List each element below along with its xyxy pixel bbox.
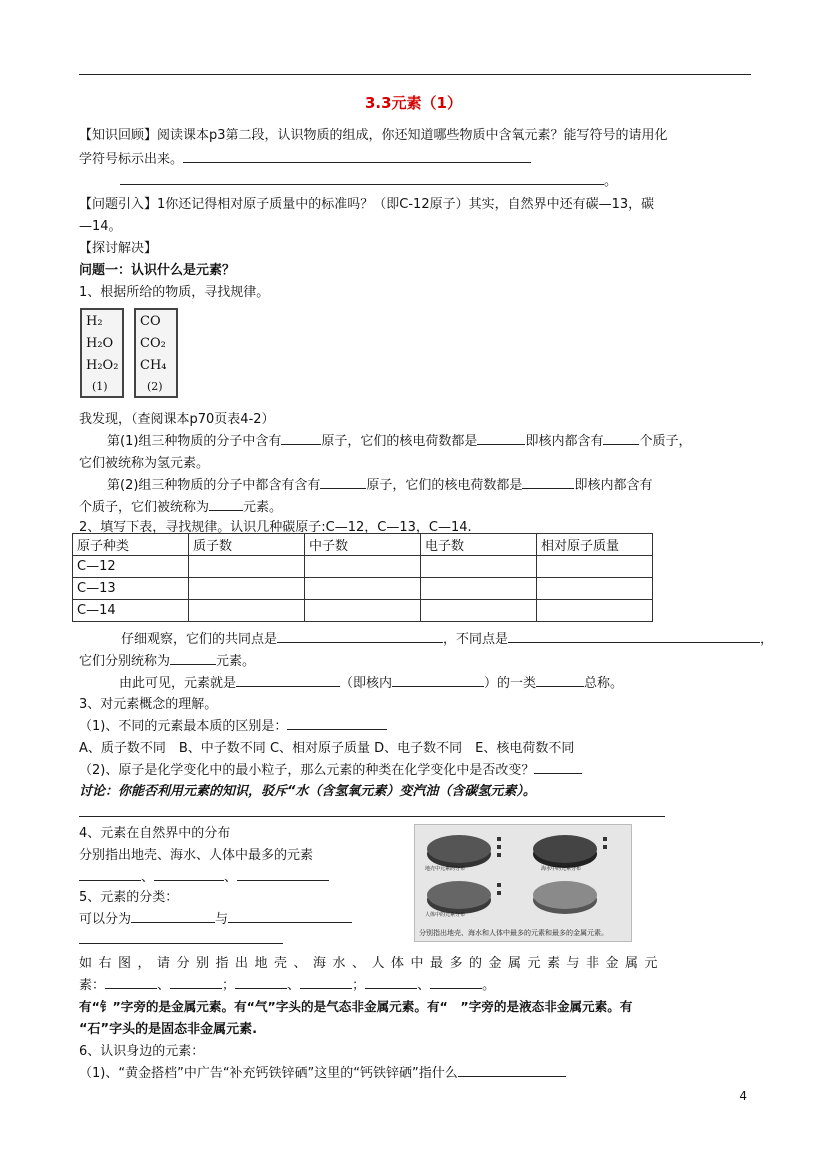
discover-line: 我发现，（查阅课本p70页表4-2） bbox=[79, 412, 275, 427]
figure-caption: 分别指出地壳、海水和人体中最多的元素和最多的金属元素。 bbox=[419, 929, 608, 937]
legend-swatch bbox=[497, 883, 501, 887]
group-2-text-d: 个质子，它们被统称为 bbox=[79, 500, 210, 515]
blank[interactable] bbox=[183, 149, 531, 163]
blank[interactable] bbox=[209, 497, 243, 511]
answer-rule[interactable] bbox=[79, 943, 283, 944]
intro-line-1 bbox=[79, 193, 654, 212]
separator: ； bbox=[222, 978, 236, 993]
table-cell: C—13 bbox=[73, 578, 189, 600]
classify-text: 可以分为 bbox=[79, 912, 132, 927]
blank[interactable] bbox=[237, 867, 329, 881]
element-distribution-figure bbox=[414, 824, 632, 942]
blank[interactable] bbox=[281, 431, 321, 445]
blank[interactable] bbox=[477, 431, 525, 445]
define-text-b: （即核内 bbox=[340, 676, 393, 691]
extra-pie bbox=[533, 881, 597, 909]
blank[interactable] bbox=[170, 975, 222, 989]
separator: 、 bbox=[224, 870, 238, 885]
blank[interactable] bbox=[236, 673, 340, 687]
page-number: 4 bbox=[739, 1089, 747, 1103]
period: 。 bbox=[604, 174, 618, 189]
group-2-text-c: 即核内都含有 bbox=[574, 478, 653, 493]
header-rule bbox=[79, 74, 751, 75]
table-row bbox=[73, 600, 653, 622]
table-header-cell: 相对原子质量 bbox=[537, 534, 653, 556]
naming-rule-line-1: 有“钅”字旁的是金属元素。有“气”字头的是气态非金属元素。有“ ”字旁的是液态非金属元素。有 bbox=[79, 999, 633, 1014]
legend-swatch bbox=[603, 837, 607, 841]
metal-text: 素： bbox=[79, 978, 106, 993]
table-cell[interactable] bbox=[537, 578, 653, 600]
legend-swatch bbox=[603, 845, 607, 849]
step-2-title: 2、填写下表，寻找规律。认识几种碳原子:C—12，C—13，C—14. bbox=[79, 520, 472, 535]
seawater-pie-label: 海水中的元素分布 bbox=[541, 866, 582, 872]
blank[interactable] bbox=[522, 475, 574, 489]
period: 。 bbox=[482, 978, 496, 993]
blank[interactable] bbox=[300, 975, 352, 989]
table-cell[interactable] bbox=[189, 600, 305, 622]
step-1-title: 1、根据所给的物质，寻找规律。 bbox=[79, 285, 270, 300]
observe-text-c: ， bbox=[760, 632, 774, 647]
table-cell[interactable] bbox=[421, 578, 537, 600]
observe-text-d: 它们分别统称为 bbox=[79, 654, 171, 669]
naming-rule-line-2: “石”字头的是固态非金属元素. bbox=[79, 1022, 258, 1037]
blank[interactable] bbox=[154, 867, 224, 881]
blank[interactable] bbox=[277, 629, 443, 643]
intro-label: 【问题引入】 bbox=[79, 197, 158, 212]
crust-pie bbox=[427, 835, 491, 863]
step-4-blanks bbox=[79, 866, 329, 885]
step-3-title: 3、对元素概念的理解。 bbox=[79, 697, 218, 712]
and-text: 与 bbox=[215, 912, 229, 927]
intro-line-2: —14。 bbox=[79, 219, 122, 234]
blank[interactable] bbox=[536, 673, 584, 687]
define-text-a: 由此可见，元素就是 bbox=[119, 676, 237, 691]
table-header-cell: 原子种类 bbox=[73, 534, 189, 556]
blank[interactable] bbox=[170, 651, 216, 665]
formula-h2o2: H₂O₂ bbox=[86, 358, 119, 373]
blank[interactable] bbox=[105, 975, 157, 989]
explore-label: 【探讨解决】 bbox=[79, 241, 158, 256]
table-cell[interactable] bbox=[305, 578, 421, 600]
intro-text-1: 1你还记得相对原子质量中的标准吗？（即C-12原子）其实，自然界中还有碳—13，碳 bbox=[157, 197, 655, 212]
question-text: （1)、“黄金搭档”中广告“补充钙铁锌硒”这里的“钙铁锌硒”指什么 bbox=[79, 1066, 458, 1081]
review-line-2 bbox=[79, 148, 531, 167]
question-text: （2)、原子是化学变化中的最小粒子，那么元素的种类在化学变化中是否改变？ bbox=[79, 763, 535, 778]
observe-text-b: ，不同点是 bbox=[443, 632, 509, 647]
separator: 、 bbox=[417, 978, 431, 993]
group-1-text-b: 原子，它们的核电荷数都是 bbox=[321, 434, 478, 449]
table-cell: C—14 bbox=[73, 600, 189, 622]
separator: 、 bbox=[287, 978, 301, 993]
group-1-text-a: 第(1)组三种物质的分子中含有 bbox=[107, 434, 282, 449]
legend-swatch bbox=[497, 837, 501, 841]
formula-ch4: CH₄ bbox=[140, 358, 167, 373]
blank[interactable] bbox=[320, 475, 366, 489]
review-text-2: 学符号标示出来。 bbox=[79, 152, 184, 167]
table-cell[interactable] bbox=[305, 556, 421, 578]
observe-line bbox=[121, 628, 773, 647]
formula-co: CO bbox=[140, 314, 161, 329]
blank[interactable] bbox=[458, 1063, 566, 1077]
blank[interactable] bbox=[508, 629, 760, 643]
seawater-pie bbox=[533, 835, 597, 863]
blank[interactable] bbox=[365, 975, 417, 989]
define-text-d: 总称。 bbox=[584, 676, 624, 691]
table-cell[interactable] bbox=[421, 600, 537, 622]
step-5-text bbox=[79, 908, 352, 927]
review-label: 【知识回顾】 bbox=[79, 128, 158, 143]
group-2-text-e: 元素。 bbox=[243, 500, 283, 515]
step-5-title: 5、元素的分类： bbox=[79, 890, 179, 905]
table-row bbox=[73, 556, 653, 578]
blank[interactable] bbox=[287, 716, 387, 730]
review-text-1: 阅读课本p3第二段，认识物质的组成，你还知道哪些物质中含氧元素？能写符号的请用化 bbox=[157, 128, 668, 143]
observe-text-a: 仔细观察，它们的共同点是 bbox=[121, 632, 278, 647]
group-2-text-a: 第(2)组三种物质的分子中都含有含有 bbox=[107, 478, 321, 493]
blank[interactable] bbox=[430, 975, 482, 989]
blank[interactable] bbox=[235, 975, 287, 989]
group-2-line-2 bbox=[79, 496, 282, 515]
table-cell[interactable] bbox=[189, 578, 305, 600]
define-line bbox=[119, 672, 623, 691]
group-1-line bbox=[107, 430, 691, 449]
blank[interactable] bbox=[603, 431, 639, 445]
step-3-question-1 bbox=[79, 715, 387, 734]
question-one-title: 问题一：认识什么是元素？ bbox=[79, 263, 236, 278]
formula-co2: CO₂ bbox=[140, 336, 166, 351]
blank[interactable] bbox=[120, 171, 604, 185]
discussion-prompt: 讨论：你能否利用元素的知识，驳斥“水（含氢氧元素）变汽油（含碳氢元素）。 bbox=[79, 784, 536, 799]
metal-question-line-1: 如右图，请分别指出地壳、海水、人体中最多的金属元素与非金属元 bbox=[79, 956, 665, 971]
body-pie bbox=[427, 881, 491, 909]
group-1-label: (1) bbox=[92, 380, 108, 393]
table-cell[interactable] bbox=[305, 600, 421, 622]
carbon-atom-table bbox=[72, 533, 653, 622]
table-cell: C—12 bbox=[73, 556, 189, 578]
review-line-1 bbox=[79, 124, 668, 143]
observe-text-e: 元素。 bbox=[216, 654, 256, 669]
define-text-c: ）的一类 bbox=[484, 676, 537, 691]
table-row bbox=[73, 578, 653, 600]
step-6-title: 6、认识身边的元素： bbox=[79, 1044, 205, 1059]
group-1-text-c: 即核内都含有 bbox=[525, 434, 604, 449]
observe-line-2 bbox=[79, 650, 255, 669]
step-4-title: 4、元素在自然界中的分布 bbox=[79, 826, 231, 841]
separator: 、 bbox=[157, 978, 171, 993]
blank[interactable] bbox=[228, 909, 352, 923]
step-3-question-2 bbox=[79, 759, 582, 778]
group-1-text-d: 个质子， bbox=[639, 434, 692, 449]
metal-question-line-2 bbox=[79, 974, 495, 993]
separator: 、 bbox=[141, 870, 155, 885]
blank[interactable] bbox=[392, 673, 484, 687]
table-header-cell: 中子数 bbox=[305, 534, 421, 556]
table-header-cell: 质子数 bbox=[189, 534, 305, 556]
body-pie-label: 人体中的元素分布 bbox=[425, 912, 466, 918]
answer-rule[interactable] bbox=[79, 816, 665, 817]
step-4-text: 分别指出地壳、海水、人体中最多的元素 bbox=[79, 848, 314, 863]
table-cell[interactable] bbox=[537, 600, 653, 622]
group-1-line-2: 它们被统称为氢元素。 bbox=[79, 456, 210, 471]
table-cell[interactable] bbox=[189, 556, 305, 578]
group-2-label: (2) bbox=[147, 380, 163, 393]
legend-swatch bbox=[497, 845, 501, 849]
step-3-options: A、质子数不同 B、中子数不同 C、相对原子质量 D、电子数不同 E、核电荷数不同 bbox=[79, 741, 575, 756]
group-2-text-b: 原子，它们的核电荷数都是 bbox=[366, 478, 523, 493]
legend-swatch bbox=[497, 853, 501, 857]
crust-pie-label: 地壳中元素的分布 bbox=[425, 866, 466, 872]
table-header-cell: 电子数 bbox=[421, 534, 537, 556]
review-line-3 bbox=[120, 170, 617, 189]
formula-h2o: H₂O bbox=[86, 336, 114, 351]
blank[interactable] bbox=[534, 760, 582, 774]
table-cell[interactable] bbox=[537, 556, 653, 578]
separator: ； bbox=[352, 978, 366, 993]
table-cell[interactable] bbox=[421, 556, 537, 578]
page-title: 3.3元素（1） bbox=[364, 94, 462, 112]
blank[interactable] bbox=[131, 909, 215, 923]
step-6-question-1 bbox=[79, 1062, 566, 1081]
group-2-line bbox=[107, 474, 652, 493]
legend-swatch bbox=[497, 891, 501, 895]
formula-h2: H₂ bbox=[86, 314, 103, 329]
table-header-row bbox=[73, 534, 653, 556]
blank[interactable] bbox=[79, 867, 141, 881]
question-text: （1)、不同的元素最本质的区别是： bbox=[79, 719, 288, 734]
